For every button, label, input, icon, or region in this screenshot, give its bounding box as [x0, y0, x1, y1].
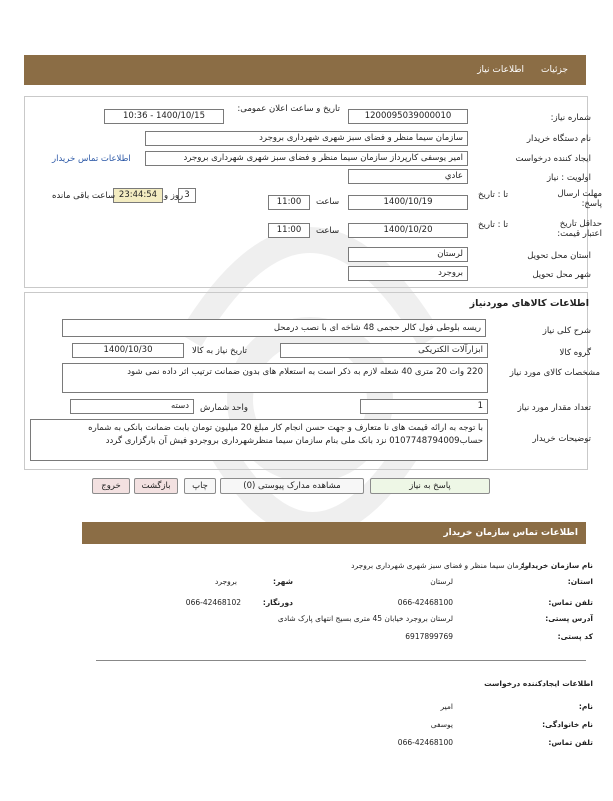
price-validity-date-field: 1400/10/20 — [348, 223, 468, 238]
attachments-button[interactable]: مشاهده مدارک پیوستی (0) — [220, 478, 364, 494]
deadline-time-field: 11:00 — [268, 195, 310, 210]
contact-org-label: نام سازمان خریدار: — [521, 561, 593, 570]
priority-field: عادي — [348, 169, 468, 184]
summary-label: شرح کلی نیاز — [542, 326, 591, 336]
contact-phone-label: تلفن تماس: — [548, 598, 593, 607]
contact-address-value: لرستان بروجرد خیابان 45 متری بسیج انتهای پارک شادی — [277, 614, 453, 623]
need-date-field: 1400/10/30 — [72, 343, 184, 358]
contact-phone-value: 066-42468100 — [397, 598, 453, 607]
contact-postal-label: کد پستی: — [557, 632, 593, 641]
summary-field: ریسه بلوطی فول کالر حجمی 48 شاخه ای با نصب درمحل — [62, 319, 486, 337]
deadline-to-date-label: تا : تاریخ — [478, 190, 509, 200]
contact-org-value: سازمان سیما منظر و فضای سبز شهری شهرداری بروجرد — [351, 561, 531, 570]
requester-first-name-value: امیر — [440, 702, 453, 711]
specs-field: 220 وات 20 متری 40 شعله لازم به ذکر است به استعلام های بدون ضمانت ترتیب اثر داده نمی شود — [62, 363, 488, 393]
group-label: گروه کالا — [559, 348, 591, 358]
goods-section-title: اطلاعات کالاهای موردنیاز — [469, 298, 589, 309]
price-to-date-label: تا : تاریخ — [478, 220, 509, 230]
requester-last-name-value: یوسفی — [430, 720, 453, 729]
contact-fax-label: دورنگار: — [262, 598, 293, 607]
details-link[interactable]: جزئیات — [541, 65, 568, 75]
exit-button[interactable]: خروج — [92, 478, 130, 494]
announce-label: تاریخ و ساعت اعلان عمومی: — [237, 104, 340, 114]
print-button[interactable]: چاپ — [184, 478, 216, 494]
contact-title: اطلاعات تماس سازمان خریدار — [443, 528, 578, 538]
province-label: استان محل تحویل — [527, 251, 591, 261]
buyer-notes-field: با توجه به ارائه قیمت های نا متعارف و جهت حسن انجام کار مبلغ 20 میلیون تومان بابت ضمانت بانکی به شماره حساب0107748794009 نزد بانک ملی بنام سازمان سیما منظرشهرداری بروجردو فیش آن بارگزاری گردد — [30, 419, 488, 461]
back-button[interactable]: بازگشت — [134, 478, 178, 494]
creator-label: ایجاد کننده درخواست — [515, 154, 591, 164]
price-validity-time-field: 11:00 — [268, 223, 310, 238]
contact-province-label: استان: — [567, 577, 593, 586]
deadline-label: مهلت ارسال پاسخ: — [557, 189, 602, 209]
quantity-field: 1 — [360, 399, 488, 414]
announce-field: 1400/10/15 - 10:36 — [104, 109, 224, 124]
unit-field: دسته — [70, 399, 194, 414]
buyer-contact-link[interactable]: اطلاعات تماس خریدار — [52, 154, 131, 164]
province-field: لرستان — [348, 247, 468, 262]
buyer-org-field: سازمان سیما منظر و فضای سبز شهری شهرداری بروجرد — [145, 131, 468, 146]
deadline-date-field: 1400/10/19 — [348, 195, 468, 210]
buyer-org-label: نام دستگاه خریدار — [526, 134, 591, 144]
contact-address-label: آدرس پستی: — [545, 614, 593, 623]
group-field: ابزارآلات الکتریکی — [280, 343, 488, 358]
price-validity-label: حداقل تاریخ اعتبار قیمت: — [557, 219, 602, 239]
header-bar — [24, 55, 586, 85]
requester-first-name-label: نام: — [578, 702, 593, 711]
requester-title: اطلاعات ایجادکننده درخواست — [484, 679, 593, 688]
tab-need-info[interactable]: اطلاعات نیاز — [477, 65, 524, 75]
reply-button[interactable]: پاسخ به نیاز — [370, 478, 490, 494]
contact-title-bar — [82, 522, 586, 544]
need-number-label: شماره نیاز: — [550, 113, 591, 123]
section-divider — [96, 660, 586, 661]
need-date-label: تاریخ نیاز به کالا — [192, 346, 248, 356]
city-field: بروجرد — [348, 266, 468, 281]
remaining-label: ساعت باقی مانده — [52, 191, 116, 201]
deadline-time-label: ساعت — [316, 197, 340, 207]
specs-label: مشخصات کالای مورد نیاز — [509, 368, 600, 378]
requester-phone-value: 066-42468100 — [397, 738, 453, 747]
contact-province-value: لرستان — [430, 577, 453, 586]
quantity-label: تعداد مقدار مورد نیاز — [517, 403, 591, 413]
buyer-notes-label: توضیحات خریدار — [532, 434, 591, 444]
price-time-label: ساعت — [316, 226, 340, 236]
contact-city-value: بروجرد — [215, 577, 237, 586]
requester-phone-label: تلفن تماس: — [548, 738, 593, 747]
creator-field: امیر یوسفی کارپرداز سازمان سیما منظر و فضای سبز شهری شهرداری بروجرد — [145, 151, 468, 166]
unit-label: واحد شمارش — [200, 403, 248, 413]
city-label: شهر محل تحویل — [532, 270, 591, 280]
contact-fax-value: 066-42468102 — [185, 598, 241, 607]
priority-label: اولویت : نیاز — [546, 173, 591, 183]
day-and-label: روز و — [164, 191, 184, 201]
need-number-field: 1200095039000010 — [348, 109, 468, 124]
days-remaining-field: 3 — [178, 188, 196, 203]
contact-postal-value: 6917899769 — [405, 632, 453, 641]
requester-last-name-label: نام خانوادگی: — [542, 720, 593, 729]
contact-city-label: شهر: — [273, 577, 293, 586]
countdown-field: 23:44:54 — [113, 188, 163, 203]
